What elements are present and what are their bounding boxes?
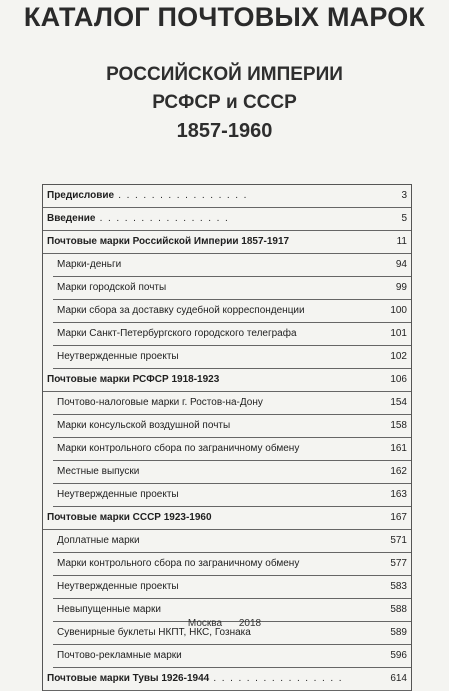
toc-entry-page: 102	[390, 351, 407, 362]
toc-entry-title: Марки контрольного сбора по заграничному обмену	[57, 443, 300, 454]
toc-entry-page: 589	[390, 627, 407, 638]
toc-entry-title: Почтово-налоговые марки г. Ростов-на-Дону	[57, 397, 263, 408]
toc-row[interactable]	[53, 484, 411, 507]
toc-entry-title: Введение . . .	[47, 213, 229, 224]
page-title: КАТАЛОГ ПОЧТОВЫХ МАРОК	[23, 2, 426, 32]
toc-entry-title: Неутвержденные проекты	[57, 351, 179, 362]
toc-row[interactable]	[53, 277, 411, 300]
toc-entry-page: 162	[390, 466, 407, 477]
toc-row[interactable]	[53, 553, 411, 576]
toc-entry-page: 106	[390, 374, 407, 385]
toc-row[interactable]	[53, 300, 411, 323]
toc-entry-title: Невыпущенные марки	[57, 604, 161, 615]
toc-entry-page: 163	[390, 489, 407, 500]
footer-year: 2018	[238, 618, 262, 629]
toc-row[interactable]	[53, 415, 411, 438]
toc-entry-page: 614	[390, 673, 407, 684]
toc-entry-title: Марки контрольного сбора по заграничному обмену	[57, 558, 300, 569]
toc-entry-title: Марки сбора за доставку судебной корреспонденции	[57, 305, 305, 316]
toc-row[interactable]	[53, 438, 411, 461]
table-of-contents	[42, 184, 412, 691]
toc-entry-page: 158	[390, 420, 407, 431]
toc-entry-page: 154	[390, 397, 407, 408]
toc-entry-title: Марки консульской воздушной почты	[57, 420, 231, 431]
toc-entry-title: Почтовые марки Тувы 1926-1944 . . .	[47, 673, 343, 684]
toc-entry-page: 588	[390, 604, 407, 615]
toc-row[interactable]	[43, 185, 411, 208]
toc-entry-title: Марки Санкт-Петербургского городского телеграфа	[57, 328, 297, 339]
toc-entry-title: Сувенирные буклеты НКПТ, НКС, Гознака	[57, 627, 251, 638]
toc-entry-title: Неутвержденные проекты	[57, 581, 179, 592]
toc-row[interactable]	[53, 530, 411, 553]
toc-entry-page: 5	[401, 213, 407, 224]
toc-entry-page: 3	[401, 190, 407, 201]
toc-entry-page: 99	[395, 282, 407, 293]
toc-entry-page: 577	[390, 558, 407, 569]
toc-row[interactable]	[53, 392, 411, 415]
toc-entry-page: 583	[390, 581, 407, 592]
toc-row[interactable]	[53, 254, 411, 277]
subtitle-rsfsr-ussr: РСФСР и СССР	[152, 92, 297, 113]
toc-entry-title: Марки-деньги	[57, 259, 122, 270]
toc-entry-title: Неутвержденные проекты	[57, 489, 179, 500]
toc-entry-page: 167	[390, 512, 407, 523]
toc-entry-title: Почтовые марки Российской Империи 1857-1917	[47, 236, 290, 247]
toc-entry-title: Доплатные марки	[57, 535, 140, 546]
toc-entry-page: 571	[390, 535, 407, 546]
toc-row[interactable]	[53, 323, 411, 346]
toc-entry-title: Почтовые марки РСФСР 1918-1923	[47, 374, 220, 385]
toc-row[interactable]	[43, 369, 411, 392]
toc-entry-title: Почтово-рекламные марки	[57, 650, 182, 661]
toc-entry-page: 161	[390, 443, 407, 454]
toc-entry-page: 101	[390, 328, 407, 339]
toc-row[interactable]	[53, 576, 411, 599]
toc-entry-title: Предисловие . . .	[47, 190, 248, 201]
footer	[0, 618, 449, 629]
toc-row[interactable]	[43, 507, 411, 530]
years-range: 1857-1960	[176, 120, 273, 142]
toc-entry-page: 596	[390, 650, 407, 661]
toc-entry-page: 100	[390, 305, 407, 316]
toc-entry-page: 94	[395, 259, 407, 270]
toc-row[interactable]	[53, 461, 411, 484]
subtitle-empire: РОССИЙСКОЙ ИМПЕРИИ	[106, 64, 343, 85]
toc-entry-title: Марки городской почты	[57, 282, 167, 293]
toc-entry-page: 11	[396, 236, 407, 247]
toc-row[interactable]	[43, 668, 411, 691]
toc-row[interactable]	[43, 208, 411, 231]
toc-row[interactable]	[43, 231, 411, 254]
toc-entry-title: Почтовые марки СССР 1923-1960	[47, 512, 212, 523]
toc-row[interactable]	[53, 346, 411, 369]
toc-row[interactable]	[53, 645, 411, 668]
toc-entry-title: Местные выпуски	[57, 466, 140, 477]
footer-city: Москва	[187, 618, 223, 629]
